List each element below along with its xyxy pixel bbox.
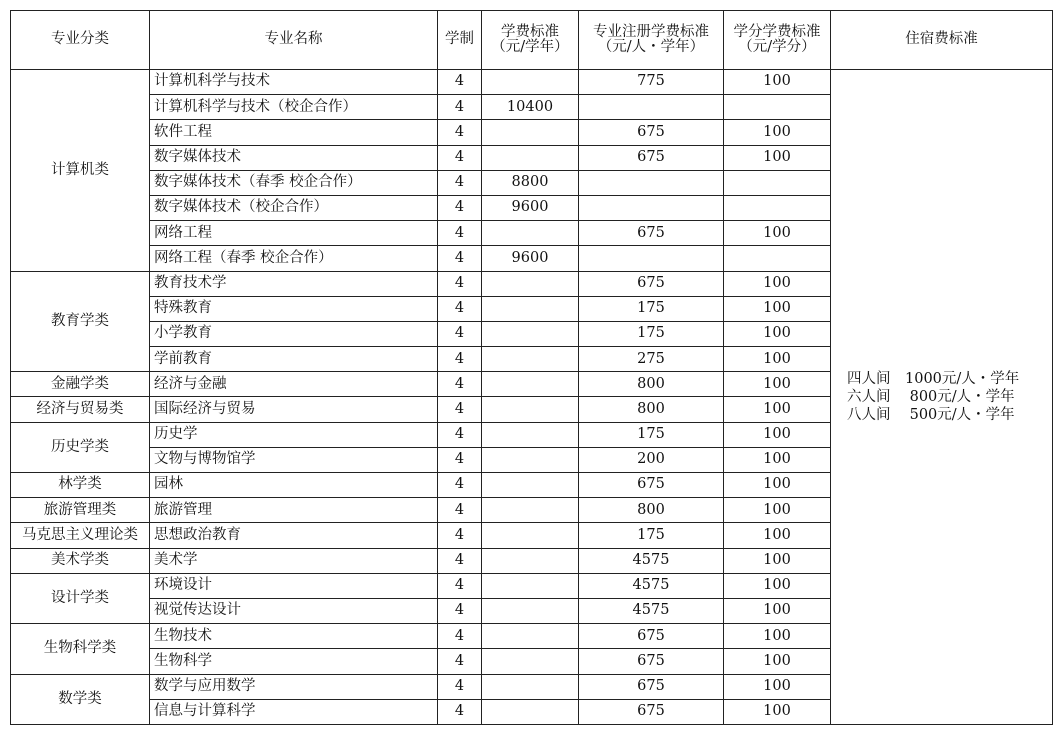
major-name: 网络工程 [150, 221, 438, 246]
major-name: 美术学 [150, 548, 438, 573]
major-name: 小学教育 [150, 321, 438, 346]
major-name: 特殊教育 [150, 296, 438, 321]
credit-fee-cell: 100 [724, 271, 831, 296]
category-cell: 生物科学类 [11, 624, 150, 674]
category-cell: 经济与贸易类 [11, 397, 150, 422]
header-row [11, 11, 1053, 70]
years-cell: 4 [438, 271, 482, 296]
tuition-cell [482, 397, 579, 422]
years-cell: 4 [438, 598, 482, 623]
category-cell: 金融学类 [11, 372, 150, 397]
tuition-cell [482, 573, 579, 598]
tuition-cell: 10400 [482, 95, 579, 120]
credit-fee-cell [724, 195, 831, 220]
credit-fee-cell: 100 [724, 397, 831, 422]
major-name: 学前教育 [150, 347, 438, 372]
tuition-cell [482, 296, 579, 321]
years-cell: 4 [438, 70, 482, 95]
tuition-cell [482, 347, 579, 372]
header-dorm: 住宿费标准 [831, 11, 1053, 70]
years-cell: 4 [438, 447, 482, 472]
years-cell: 4 [438, 473, 482, 498]
registration-fee-cell: 675 [579, 221, 724, 246]
major-name: 信息与计算科学 [150, 699, 438, 724]
major-name: 视觉传达设计 [150, 598, 438, 623]
tuition-cell [482, 473, 579, 498]
registration-fee-cell: 800 [579, 372, 724, 397]
tuition-cell [482, 523, 579, 548]
years-cell: 4 [438, 624, 482, 649]
dorm-fee-cell [831, 70, 1053, 725]
registration-fee-cell: 675 [579, 120, 724, 145]
years-cell: 4 [438, 246, 482, 271]
major-name: 文物与博物馆学 [150, 447, 438, 472]
years-cell: 4 [438, 221, 482, 246]
registration-fee-cell [579, 95, 724, 120]
table-row [11, 70, 1053, 95]
tuition-cell: 9600 [482, 195, 579, 220]
tuition-cell [482, 120, 579, 145]
major-name: 网络工程（春季 校企合作） [150, 246, 438, 271]
major-name: 计算机科学与技术（校企合作） [150, 95, 438, 120]
category-cell: 马克思主义理论类 [11, 523, 150, 548]
registration-fee-cell: 675 [579, 649, 724, 674]
credit-fee-cell: 100 [724, 523, 831, 548]
credit-fee-cell: 100 [724, 120, 831, 145]
major-name: 计算机科学与技术 [150, 70, 438, 95]
years-cell: 4 [438, 422, 482, 447]
years-cell: 4 [438, 573, 482, 598]
registration-fee-cell: 175 [579, 321, 724, 346]
registration-fee-cell: 675 [579, 699, 724, 724]
tuition-cell [482, 145, 579, 170]
tuition-cell [482, 548, 579, 573]
major-name: 园林 [150, 473, 438, 498]
category-cell: 旅游管理类 [11, 498, 150, 523]
registration-fee-cell: 675 [579, 145, 724, 170]
major-name: 数字媒体技术（校企合作） [150, 195, 438, 220]
credit-fee-cell: 100 [724, 473, 831, 498]
major-name: 思想政治教育 [150, 523, 438, 548]
years-cell: 4 [438, 649, 482, 674]
credit-fee-cell: 100 [724, 145, 831, 170]
major-name: 数字媒体技术 [150, 145, 438, 170]
registration-fee-cell: 675 [579, 473, 724, 498]
dorm-line-6: 六人间 800元/人・学年 [847, 388, 1015, 405]
tuition-cell [482, 221, 579, 246]
registration-fee-cell: 4575 [579, 548, 724, 573]
registration-fee-cell: 175 [579, 422, 724, 447]
category-cell: 设计学类 [11, 573, 150, 623]
registration-fee-cell: 675 [579, 674, 724, 699]
years-cell: 4 [438, 372, 482, 397]
category-cell: 教育学类 [11, 271, 150, 372]
years-cell: 4 [438, 296, 482, 321]
major-name: 历史学 [150, 422, 438, 447]
years-cell: 4 [438, 674, 482, 699]
header-registration-fee: 专业注册学费标准 （元/人・学年） [579, 11, 724, 70]
major-name: 旅游管理 [150, 498, 438, 523]
tuition-cell [482, 271, 579, 296]
dorm-line-4: 四人间 1000元/人・学年 [847, 370, 1020, 387]
credit-fee-cell: 100 [724, 321, 831, 346]
tuition-cell [482, 422, 579, 447]
category-cell: 美术学类 [11, 548, 150, 573]
credit-fee-cell: 100 [724, 296, 831, 321]
dorm-line-8: 八人间 500元/人・学年 [847, 407, 1015, 423]
credit-fee-cell: 100 [724, 573, 831, 598]
credit-fee-cell: 100 [724, 548, 831, 573]
category-cell: 计算机类 [11, 70, 150, 272]
registration-fee-cell: 4575 [579, 573, 724, 598]
credit-fee-cell [724, 246, 831, 271]
credit-fee-cell: 100 [724, 372, 831, 397]
years-cell: 4 [438, 397, 482, 422]
major-name: 教育技术学 [150, 271, 438, 296]
major-name: 生物科学 [150, 649, 438, 674]
tuition-cell: 8800 [482, 170, 579, 195]
credit-fee-cell [724, 170, 831, 195]
registration-fee-cell: 4575 [579, 598, 724, 623]
tuition-cell [482, 674, 579, 699]
credit-fee-cell: 100 [724, 347, 831, 372]
registration-fee-cell: 675 [579, 624, 724, 649]
registration-fee-cell: 800 [579, 498, 724, 523]
years-cell: 4 [438, 347, 482, 372]
years-cell: 4 [438, 498, 482, 523]
tuition-cell: 9600 [482, 246, 579, 271]
credit-fee-cell: 100 [724, 221, 831, 246]
registration-fee-cell: 200 [579, 447, 724, 472]
credit-fee-cell: 100 [724, 624, 831, 649]
credit-fee-cell: 100 [724, 498, 831, 523]
registration-fee-cell [579, 246, 724, 271]
tuition-cell [482, 624, 579, 649]
years-cell: 4 [438, 523, 482, 548]
years-cell: 4 [438, 120, 482, 145]
tuition-cell [482, 447, 579, 472]
category-cell: 数学类 [11, 674, 150, 724]
credit-fee-cell: 100 [724, 674, 831, 699]
header-credit-fee: 学分学费标准 （元/学分） [724, 11, 831, 70]
tuition-cell [482, 372, 579, 397]
tuition-cell [482, 649, 579, 674]
credit-fee-cell: 100 [724, 70, 831, 95]
credit-fee-cell: 100 [724, 598, 831, 623]
category-cell: 林学类 [11, 473, 150, 498]
credit-fee-cell [724, 95, 831, 120]
credit-fee-cell: 100 [724, 649, 831, 674]
header-name: 专业名称 [150, 11, 438, 70]
category-cell: 历史学类 [11, 422, 150, 472]
major-name: 数字媒体技术（春季 校企合作） [150, 170, 438, 195]
years-cell: 4 [438, 95, 482, 120]
years-cell: 4 [438, 195, 482, 220]
tuition-cell [482, 699, 579, 724]
years-cell: 4 [438, 170, 482, 195]
registration-fee-cell: 800 [579, 397, 724, 422]
major-name: 国际经济与贸易 [150, 397, 438, 422]
credit-fee-cell: 100 [724, 447, 831, 472]
major-name: 经济与金融 [150, 372, 438, 397]
credit-fee-cell: 100 [724, 699, 831, 724]
tuition-cell [482, 498, 579, 523]
registration-fee-cell [579, 195, 724, 220]
tuition-cell [482, 70, 579, 95]
major-name: 软件工程 [150, 120, 438, 145]
registration-fee-cell: 175 [579, 523, 724, 548]
fee-table [10, 10, 1053, 725]
credit-fee-cell: 100 [724, 422, 831, 447]
major-name: 环境设计 [150, 573, 438, 598]
registration-fee-cell: 775 [579, 70, 724, 95]
registration-fee-cell: 175 [579, 296, 724, 321]
header-years: 学制 [438, 11, 482, 70]
years-cell: 4 [438, 145, 482, 170]
header-tuition: 学费标准 （元/学年） [482, 11, 579, 70]
years-cell: 4 [438, 699, 482, 724]
registration-fee-cell: 675 [579, 271, 724, 296]
years-cell: 4 [438, 548, 482, 573]
tuition-cell [482, 321, 579, 346]
registration-fee-cell [579, 170, 724, 195]
major-name: 生物技术 [150, 624, 438, 649]
years-cell: 4 [438, 321, 482, 346]
registration-fee-cell: 275 [579, 347, 724, 372]
major-name: 数学与应用数学 [150, 674, 438, 699]
header-category: 专业分类 [11, 11, 150, 70]
tuition-cell [482, 598, 579, 623]
